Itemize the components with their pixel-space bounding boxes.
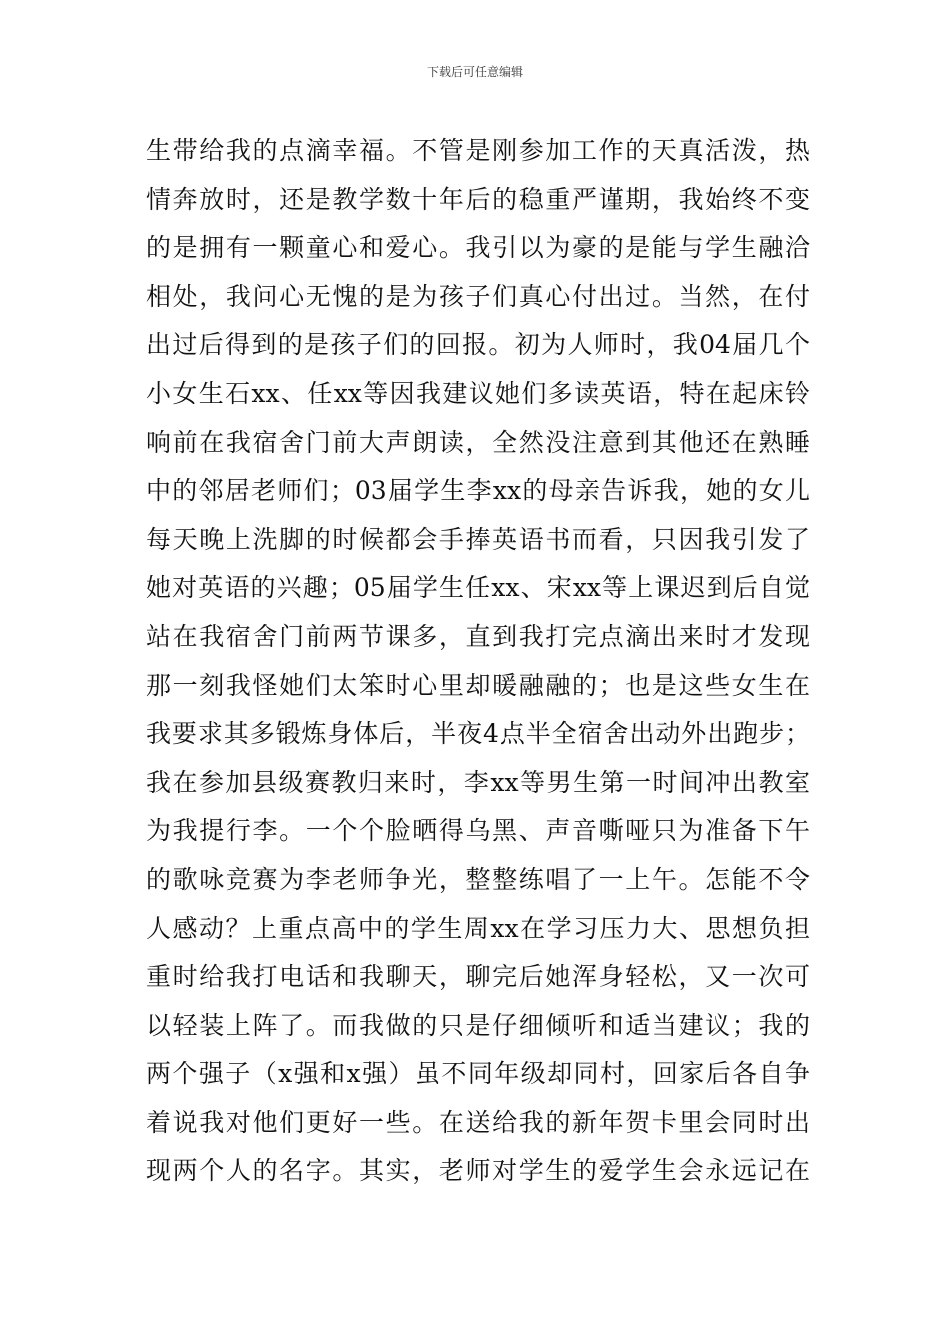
text-line: 相处，我问心无愧的是为孩子们真心付出过。当然，在付 [146, 281, 810, 311]
text-line: 现两个人的名字。其实，老师对学生的爱学生会永远记在 [146, 1156, 810, 1186]
text-line: 情奔放时，还是教学数十年后的稳重严谨期，我始终不变 [146, 184, 810, 214]
text-line: 人感动？上重点高中的学生周xx在学习压力大、思想负担 [146, 913, 810, 943]
text-line: 每天晚上洗脚的时候都会手捧英语书而看，只因我引发了 [146, 524, 810, 554]
text-line: 站在我宿舍门前两节课多，直到我打完点滴出来时才发现 [146, 621, 810, 651]
body-text [146, 127, 810, 1196]
text-line: 着说我对他们更好一些。在送给我的新年贺卡里会同时出 [146, 1107, 810, 1137]
text-line: 我要求其多锻炼身体后，半夜4点半全宿舍出动外出跑步； [146, 719, 810, 749]
text-line: 我在参加县级赛教归来时，李xx等男生第一时间冲出教室 [146, 767, 810, 797]
text-line: 重时给我打电话和我聊天，聊完后她浑身轻松，又一次可 [146, 962, 810, 992]
text-line: 生带给我的点滴幸福。不管是刚参加工作的天真活泼，热 [146, 136, 810, 165]
text-line: 出过后得到的是孩子们的回报。初为人师时，我04届几个 [146, 330, 810, 360]
text-line: 的是拥有一颗童心和爱心。我引以为豪的是能与学生融洽 [146, 233, 810, 263]
text-line: 中的邻居老师们；03届学生李xx的母亲告诉我，她的女儿 [146, 476, 810, 506]
text-line: 那一刻我怪她们太笨时心里却暖融融的；也是这些女生在 [146, 670, 810, 700]
text-line: 两个强子（x强和x强）虽不同年级却同村，回家后各自争 [146, 1059, 810, 1089]
text-line: 以轻装上阵了。而我做的只是仔细倾听和适当建议；我的 [146, 1010, 810, 1040]
page-header: 下载后可任意编辑 [426, 65, 523, 79]
text-line: 为我提行李。一个个脸晒得乌黑、声音嘶哑只为准备下午 [146, 816, 810, 846]
text-line: 她对英语的兴趣；05届学生任xx、宋xx等上课迟到后自觉 [146, 573, 810, 603]
text-line: 响前在我宿舍门前大声朗读，全然没注意到其他还在熟睡 [146, 427, 810, 457]
text-line: 的歌咏竞赛为李老师争光，整整练唱了一上午。怎能不令 [146, 864, 810, 894]
text-line: 小女生石xx、任xx等因我建议她们多读英语，特在起床铃 [146, 378, 810, 408]
